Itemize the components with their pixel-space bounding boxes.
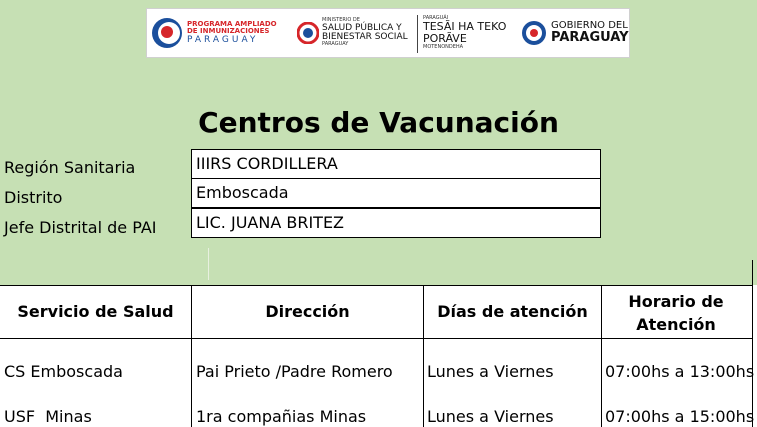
ministry-seal-icon: [297, 22, 319, 44]
table-cell-dias-1: Lunes a Viernes: [427, 362, 554, 381]
page-title: Centros de Vacunación: [198, 106, 559, 139]
banner-divider: [417, 15, 418, 53]
pai-emblem-icon: [151, 16, 183, 50]
info-label-distrito: Distrito: [4, 188, 63, 207]
table-top-border: [0, 285, 753, 286]
table-header-border: [0, 338, 753, 339]
table-cell-servicio-1: CS Emboscada: [4, 362, 123, 381]
ministry-line1: MINISTERIO DE: [322, 17, 360, 24]
info-label-jefe: Jefe Distrital de PAI: [4, 218, 157, 237]
table-cell-horario-1: 07:00hs a 13:00hs: [605, 362, 755, 381]
cell-divider-mark: [208, 248, 209, 280]
ministry-line3: BIENESTAR SOCIAL: [322, 32, 408, 42]
tesai-line2: TESÃI HA TEKO: [423, 20, 507, 34]
info-value-distrito: Emboscada: [191, 178, 601, 208]
table-header-horario: Horario de Atención: [628, 292, 724, 335]
pai-logo-line3: PARAGUAY: [187, 34, 259, 45]
pai-logo-line1: PROGRAMA AMPLIADO: [187, 19, 277, 28]
info-value-region: IIIRS CORDILLERA: [191, 149, 601, 179]
pai-logo-line2: DE INMUNIZACIONES: [187, 27, 270, 36]
gobierno-line2: PARAGUAY: [551, 30, 629, 46]
pai-logo: [151, 9, 277, 57]
table-cell-servicio-2: USF Minas: [4, 407, 92, 426]
table-header-dias: Días de atención: [437, 302, 588, 321]
tesai-line1: PARAGUÁI: [423, 15, 449, 22]
table-col-divider-3: [601, 285, 602, 427]
gobierno-line1: GOBIERNO DEL: [551, 19, 628, 31]
tesai-line3: PORÃVE: [423, 32, 467, 45]
tesai-logo: [423, 9, 506, 57]
tesai-line4: MOTENONDEHA: [423, 43, 464, 50]
table-cell-direccion-2: 1ra compañias Minas: [196, 407, 367, 426]
gobierno-logo: [521, 9, 629, 57]
gobierno-seal-icon: [521, 20, 547, 46]
ministry-logo: [297, 9, 408, 57]
header-logo-banner: [146, 8, 630, 58]
table-cell-direccion-1: Pai Prieto /Padre Romero: [196, 362, 393, 381]
info-label-region: Región Sanitaria: [4, 158, 136, 177]
table-right-border: [752, 260, 753, 427]
table-cell-horario-2: 07:00hs a 15:00hs: [605, 407, 755, 426]
table-cell-dias-2: Lunes a Viernes: [427, 407, 554, 426]
table-header-direccion: Dirección: [265, 302, 350, 321]
ministry-line4: PARAGUAY: [322, 41, 349, 48]
ministry-line2: SALUD PÚBLICA Y: [322, 22, 402, 33]
info-value-jefe: LIC. JUANA BRITEZ: [191, 208, 601, 238]
table-header-servicio: Servicio de Salud: [17, 302, 174, 321]
